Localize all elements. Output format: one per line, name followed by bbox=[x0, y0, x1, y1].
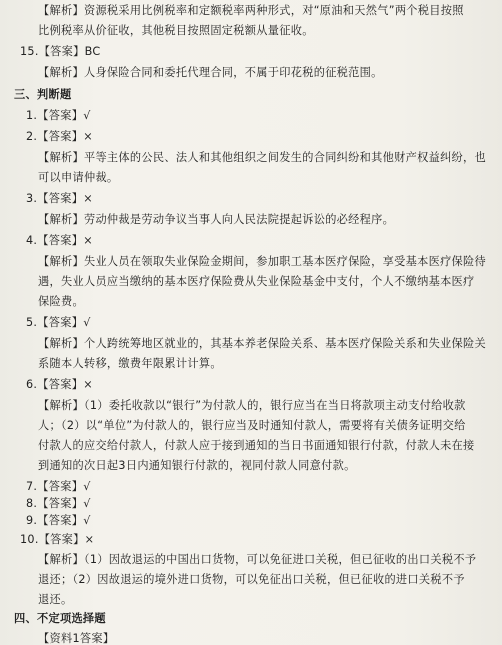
text-line: 到通知的次日起3日内通知银行付款的，视同付款人同意付款。 bbox=[38, 459, 356, 472]
text-line: 可以申请仲裁。 bbox=[38, 171, 119, 184]
text-line: 付款人的应交给付款人，付款人应于接到通知的当日书面通知银行付款，付款人未在接 bbox=[38, 439, 475, 452]
text-line: 退还；（2）因故退运的境外进口货物，可以免征出口关税，但已征收的进口关税不予 bbox=[38, 573, 465, 586]
text-line: 【解析】（1）委托收款以“银行”为付款人的，银行应当在当日将款项主动支付给收款 bbox=[38, 399, 466, 412]
text-line: 遇，失业人员应当缴纳的基本医疗保险费从失业保险基金中支付，个人不缴纳基本医疗 bbox=[38, 275, 475, 288]
text-line: 8.【答案】√ bbox=[26, 497, 91, 510]
text-line: 15.【答案】BC bbox=[20, 45, 101, 58]
text-line: 2.【答案】× bbox=[26, 130, 93, 143]
text-line: 退还。 bbox=[38, 593, 73, 606]
text-line: 6.【答案】× bbox=[26, 378, 93, 391]
text-line: 【解析】资源税采用比例税率和定额税率两种形式，对“原油和天然气”两个税目按照 bbox=[38, 4, 464, 17]
text-line: 10.【答案】× bbox=[20, 533, 95, 546]
text-line: 【解析】平等主体的公民、法人和其他组织之间发生的合同纠纷和其他财产权益纠纷，也 bbox=[38, 151, 487, 164]
text-line: 【解析】人身保险合同和委托代理合同，不属于印花税的征税范围。 bbox=[38, 66, 383, 79]
text-line: 7.【答案】√ bbox=[26, 480, 91, 493]
text-line: 1.【答案】√ bbox=[26, 109, 91, 122]
text-line: 【资料1答案】 bbox=[38, 632, 115, 645]
text-line: 【解析】失业人员在领取失业保险金期间，参加职工基本医疗保险，享受基本医疗保险待 bbox=[38, 255, 487, 268]
text-line: 四、不定项选择题 bbox=[14, 612, 106, 625]
text-line: 比例税率从价征收，其他税目按照固定税额从量征收。 bbox=[38, 24, 314, 37]
text-line: 【解析】个人跨统筹地区就业的，其基本养老保险关系、基本医疗保险关系和失业保险关 bbox=[38, 337, 487, 350]
text-line: 3.【答案】× bbox=[26, 192, 93, 205]
text-line: 保险费。 bbox=[38, 295, 84, 308]
text-line: 三、判断题 bbox=[14, 88, 72, 101]
text-line: 【解析】劳动仲裁是劳动争议当事人向人民法院提起诉讼的必经程序。 bbox=[38, 213, 395, 226]
text-line: 5.【答案】√ bbox=[26, 316, 91, 329]
text-line: 9.【答案】√ bbox=[26, 514, 91, 527]
text-line: 人；（2）以“单位”为付款人的，银行应当及时通知付款人，需要将有关债务证明交给 bbox=[38, 419, 466, 432]
text-line: 4.【答案】× bbox=[26, 234, 93, 247]
text-line: 系随本人转移，缴费年限累计计算。 bbox=[38, 357, 222, 370]
text-line: 【解析】（1）因故退运的中国出口货物，可以免征进口关税，但已征收的出口关税不予 bbox=[38, 553, 477, 566]
